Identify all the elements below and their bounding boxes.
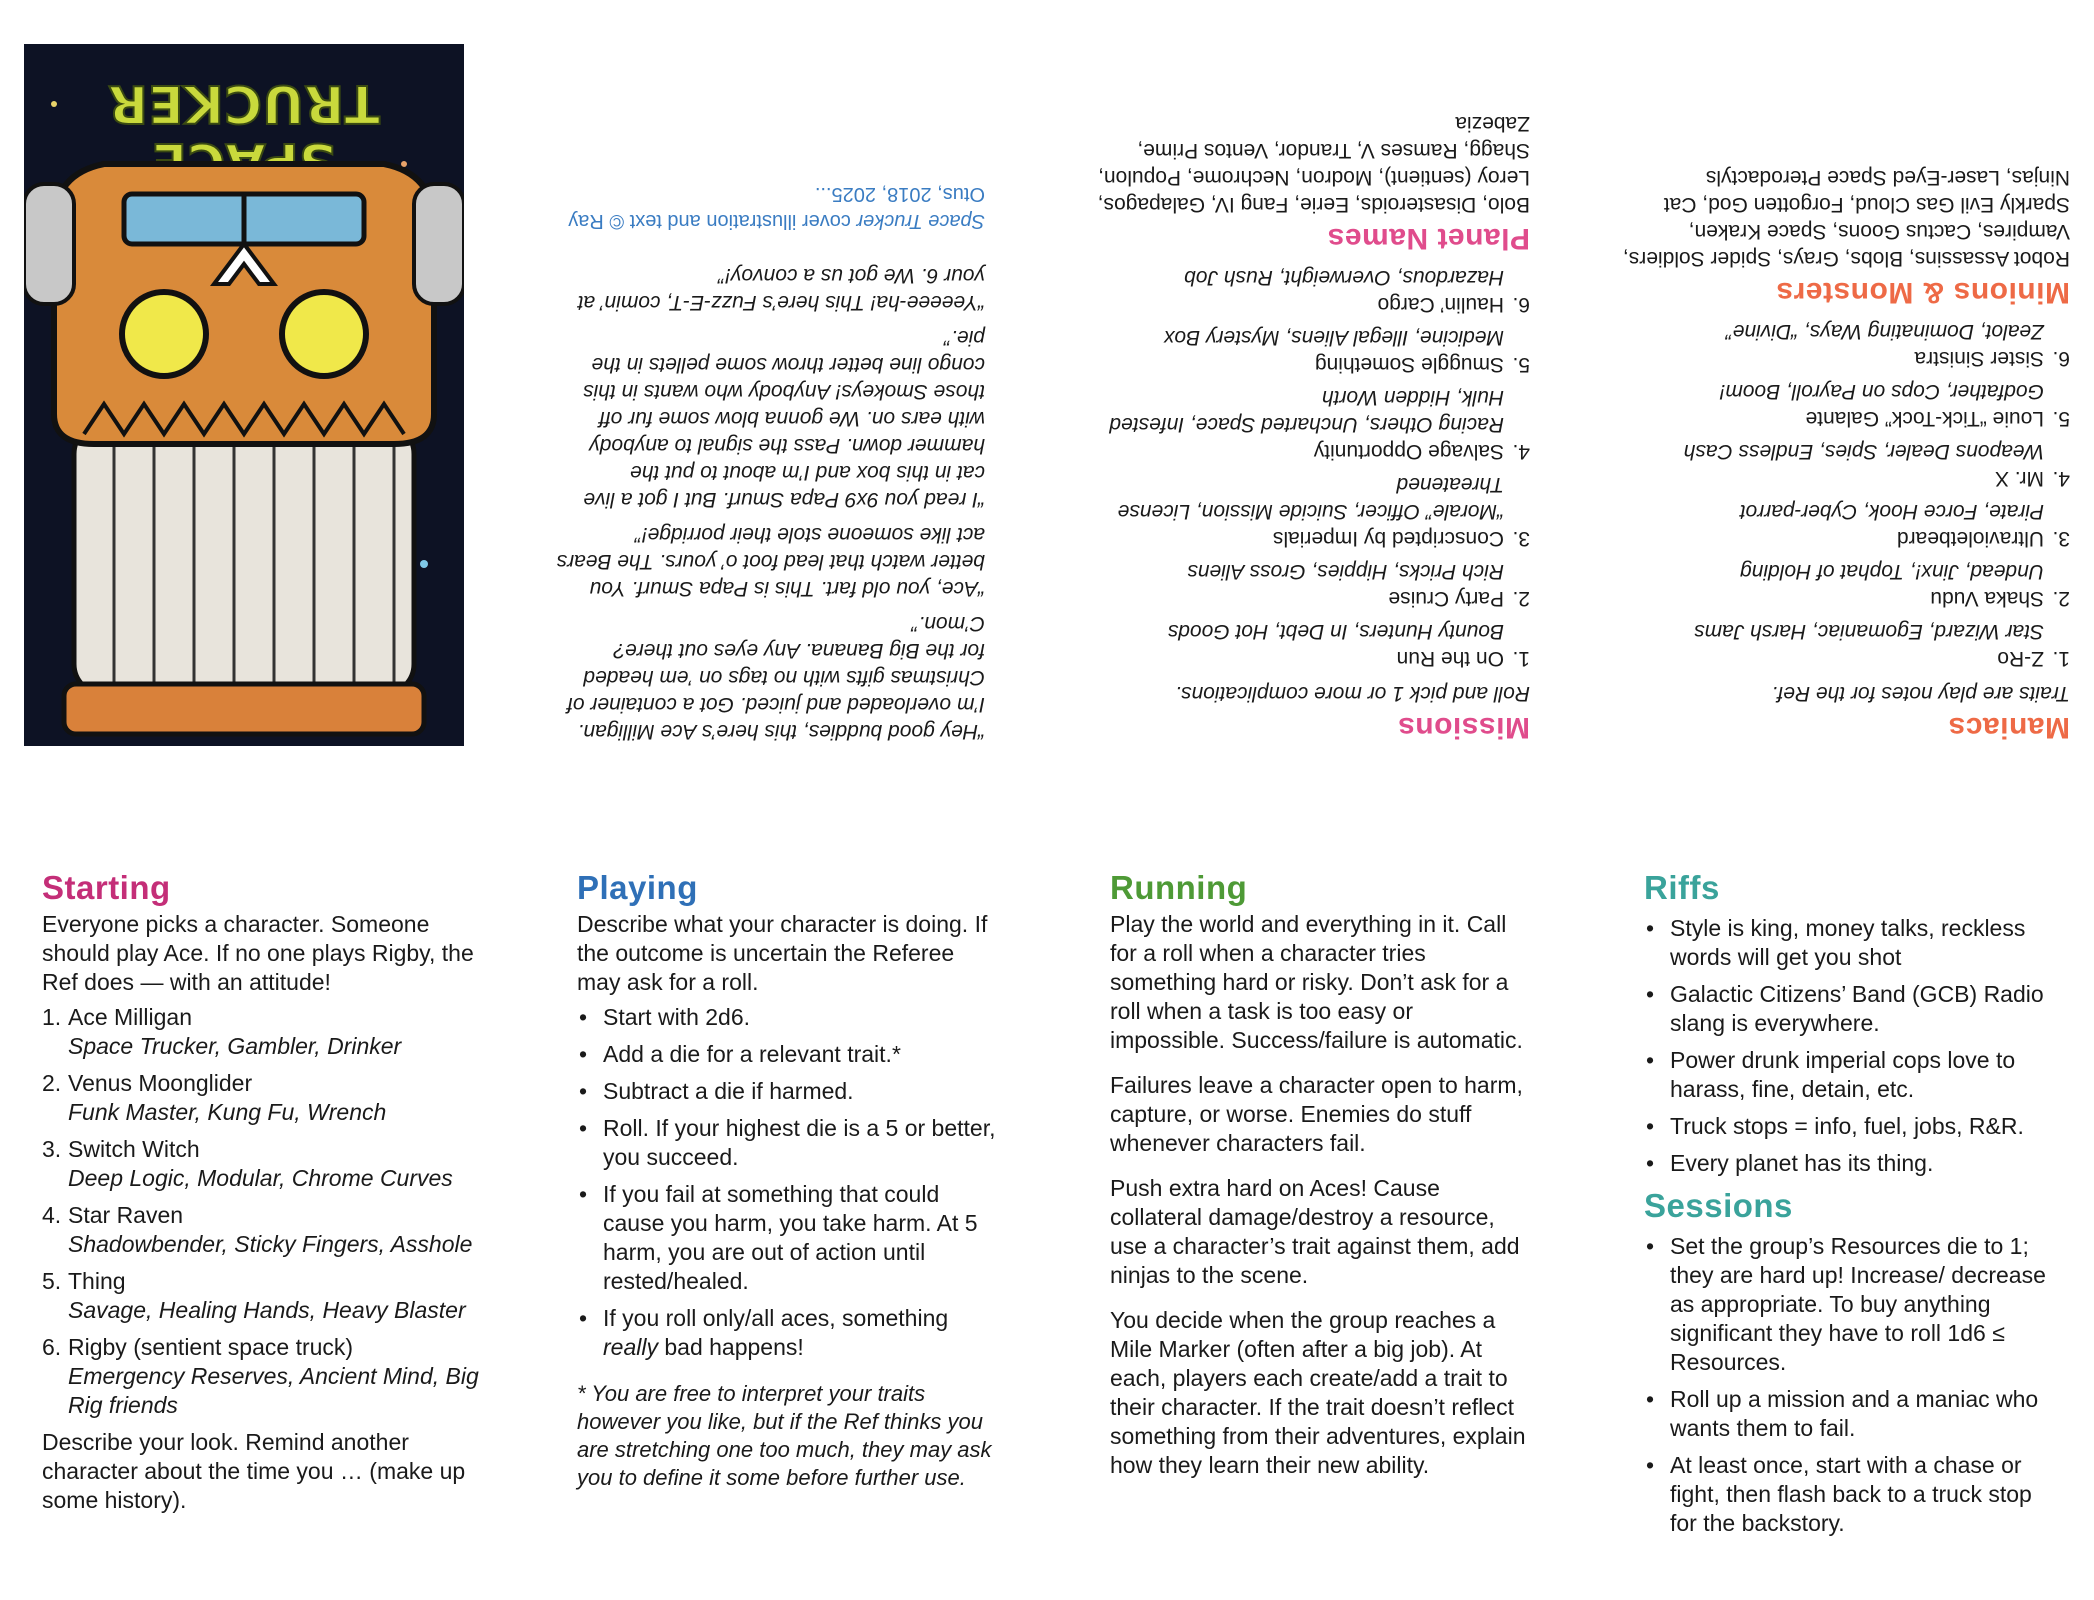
list-item: • Truck stops = info, fuel, jobs, R&R. [1644,1112,2064,1141]
running-heading: Running [1110,869,1248,906]
list-item: 4. Star Raven Shadowbender, Sticky Fingers, Asshole [42,1202,473,1257]
playing-panel [577,868,997,1504]
minions-monsters-text: Robot Assassins, Blobs, Grays, Spider Soldiers, Vampires, Cactus Goons, Space Kraken, Sparkly Evil Gas Cloud, Forgotten God, Cat Ninjas, Laser-Eyed Space Pterodactyls [1622,166,2070,270]
planet-names-text: Bolo, Disasteroids, Eerie, Fang IV, Galapagos, Leroy (sentient), Modron, Nechrome, Populon, Shagg, Ramses V, Trandor, Ventos Prime, Zabezia [1097,112,1530,216]
list-item: • Power drunk imperial cops love to harass, fine, detain, etc. [1644,1046,2064,1104]
list-item: • Every planet has its thing. [1644,1149,2064,1178]
starting-heading: Starting [42,869,171,906]
list-item: 3. Switch Witch Deep Logic, Modular, Chrome Curves [42,1136,453,1191]
running-paragraph: You decide when the group reaches a Mile Marker (often after a big job). At each, players each create/add a trait to their character. If the trait doesn’t reflect something from their adventures, explain how they learn their new ability. [1110,1307,1526,1478]
maniacs-panel [1620,40,2070,745]
missions-list [1080,264,1530,672]
missions-panel [1080,40,1530,745]
list-item: • Style is king, money talks, reckless words will get you shot [1644,914,2064,972]
riffs-list [1644,914,2064,1178]
playing-heading: Playing [577,869,698,906]
list-item: 6. Rigby (sentient space truck) Emergency Reserves, Ancient Mind, Big Rig friends [42,1334,479,1418]
list-item: 2. Venus Moonglider Funk Master, Kung Fu, Wrench [42,1070,387,1125]
list-item: 6. Haulin’ Cargo Hazardous, Overweight, Rush Job [1184,266,1530,316]
list-item: • Roll. If your highest die is a 5 or better, you succeed. [577,1114,997,1172]
list-item: 4. Mr. X Weapons Dealer, Spies, Endless Cash [1683,440,2070,490]
list-item: 1. Ace Milligan Space Trucker, Gambler, Drinker [42,1004,402,1059]
minions-monsters-heading: Minions & Monsters [1775,276,2070,309]
list-item: 1. Z-Ro Star Wizard, Egomaniac, Harsh Jams [1694,620,2070,670]
quote-papa-smurf: “Ace, you old fart. This is Papa Smurf. You better watch that lead foot o’ yours. The Bears act like someone stole their porridge!” [556,523,985,600]
list-item: • At least once, start with a chase or fight, then flash back to a truck stop for the backstory. [1644,1451,2064,1538]
trait-footnote: * You are free to interpret your traits however you like, but if the Ref thinks you are stretching one too much, they may ask you to define it some before further use. [577,1381,992,1490]
credit-title: Space Trucker [856,210,985,232]
list-item: • Start with 2d6. [577,1003,997,1032]
quote-ace: “Hey good buddies, this here’s Ace Milligan. I’m overloaded and juiced. Got a container of Christmas gifts with no tags on ’em headed for the Big Banana. Any eyes out there? C’mon.” [567,612,985,743]
credit-text: cover illustration and text © Ray Otus, 2018, 2025... [568,183,985,232]
list-item: 5. Smuggle Something Medicine, Illegal Aliens, Mystery Box [1163,326,1530,376]
running-paragraph: Failures leave a character open to harm, capture, or worse. Enemies do stuff whenever characters fail. [1110,1072,1523,1156]
character-list [42,1003,482,1420]
maniacs-list [1620,318,2070,672]
list-item: • If you roll only/all aces, something really bad happens! [577,1304,997,1362]
list-item: 3. Conscripted by Imperials “Morale” Officer, Suicide Mission, License Threatened [1117,473,1530,550]
list-item: 5. Louie “Tick-Tock” Galante Godfather, Cops on Payroll, Boom! [1719,380,2070,430]
cover-title-line2: TRUCKER [108,73,380,133]
list-item: 2. Shaka Vudu Undead, Jinx!, Tophat of Holding [1740,560,2070,610]
robot-trucker-cover-icon [24,44,464,746]
list-item: 3. Ultravioletbeard Pirate, Force Hook, Cyber-parrot [1739,500,2070,550]
playing-intro: Describe what your character is doing. If the outcome is uncertain the Referee may ask for a roll. [577,911,988,995]
missions-heading: Missions [1397,711,1530,744]
running-paragraph: Push extra hard on Aces! Cause collateral damage/destroy a resource, use a character’s trait against them, add ninjas to the scene. [1110,1175,1520,1288]
cover-illustration [24,44,464,746]
list-item: 1. On the Run Bounty Hunters, In Debt, Hot Goods [1167,620,1530,670]
list-item: • If you fail at something that could cause you harm, you take harm. At 5 harm, you are out of action until rested/healed. [577,1180,997,1296]
list-item: • Set the group’s Resources die to 1; they are hard up! Increase/ decrease as appropriate. To buy anything significant they have to roll 1d6 ≤ Resources. [1644,1232,2064,1377]
running-panel [1110,868,1530,1492]
sessions-list [1644,1232,2064,1538]
quote-fuzz-e-t: “Yeeeee-ha! This here’s Fuzz-E-T, comin’ at your 6. We got us a convoy!” [577,264,985,314]
starting-intro: Everyone picks a character. Someone should play Ace. If no one plays Rigby, the Ref does — with an attitude! [42,911,474,995]
list-item: 6. Sister Sinistra Zealot, Dominating Ways, “Divine” [1725,320,2070,370]
credit-line [555,180,985,234]
planet-names-heading: Planet Names [1327,222,1530,255]
maniacs-heading: Maniacs [1948,711,2070,744]
quote-ace-reply: “I read you 9x9 Papa Smurf. But I got a live cat in this box and I’m about to put the hammer down. Pass the signal to anybody with ears on. We gonna blow some fur off those Smokeys! Anybody who wants in this congo line better throw some pellets in the pie.” [583,326,985,511]
missions-intro: Roll and pick 1 or more complications. [1175,682,1530,705]
sessions-heading: Sessions [1644,1187,1793,1224]
list-item: 2. Party Cruise Rich Pricks, Hippies, Gross Aliens [1187,560,1530,610]
starting-panel [42,868,482,1527]
quotes-panel [555,40,985,745]
list-item: • Galactic Citizens’ Band (GCB) Radio slang is everywhere. [1644,980,2064,1038]
list-item: 5. Thing Savage, Healing Hands, Heavy Blaster [42,1268,466,1323]
riffs-panel [1644,868,2064,1546]
list-item: • Subtract a die if harmed. [577,1077,997,1106]
playing-steps [577,1003,997,1362]
riffs-heading: Riffs [1644,869,1720,906]
list-item: 4. Salvage Opportunity Racing Others, Uncharted Space, Infested Hulk, Hidden Worth [1109,386,1530,463]
starting-outro: Describe your look. Remind another character about the time you … (make up some history). [42,1429,466,1513]
maniacs-intro: Traits are play notes for the Ref. [1771,682,2070,705]
running-paragraph: Play the world and everything in it. Call for a roll when a character tries something hard or risky. Don’t ask for a roll when a task is too easy or impossible. Success/failure is automatic. [1110,911,1523,1053]
list-item: • Roll up a mission and a maniac who wants them to fail. [1644,1385,2064,1443]
list-item: • Add a die for a relevant trait.* [577,1040,997,1069]
